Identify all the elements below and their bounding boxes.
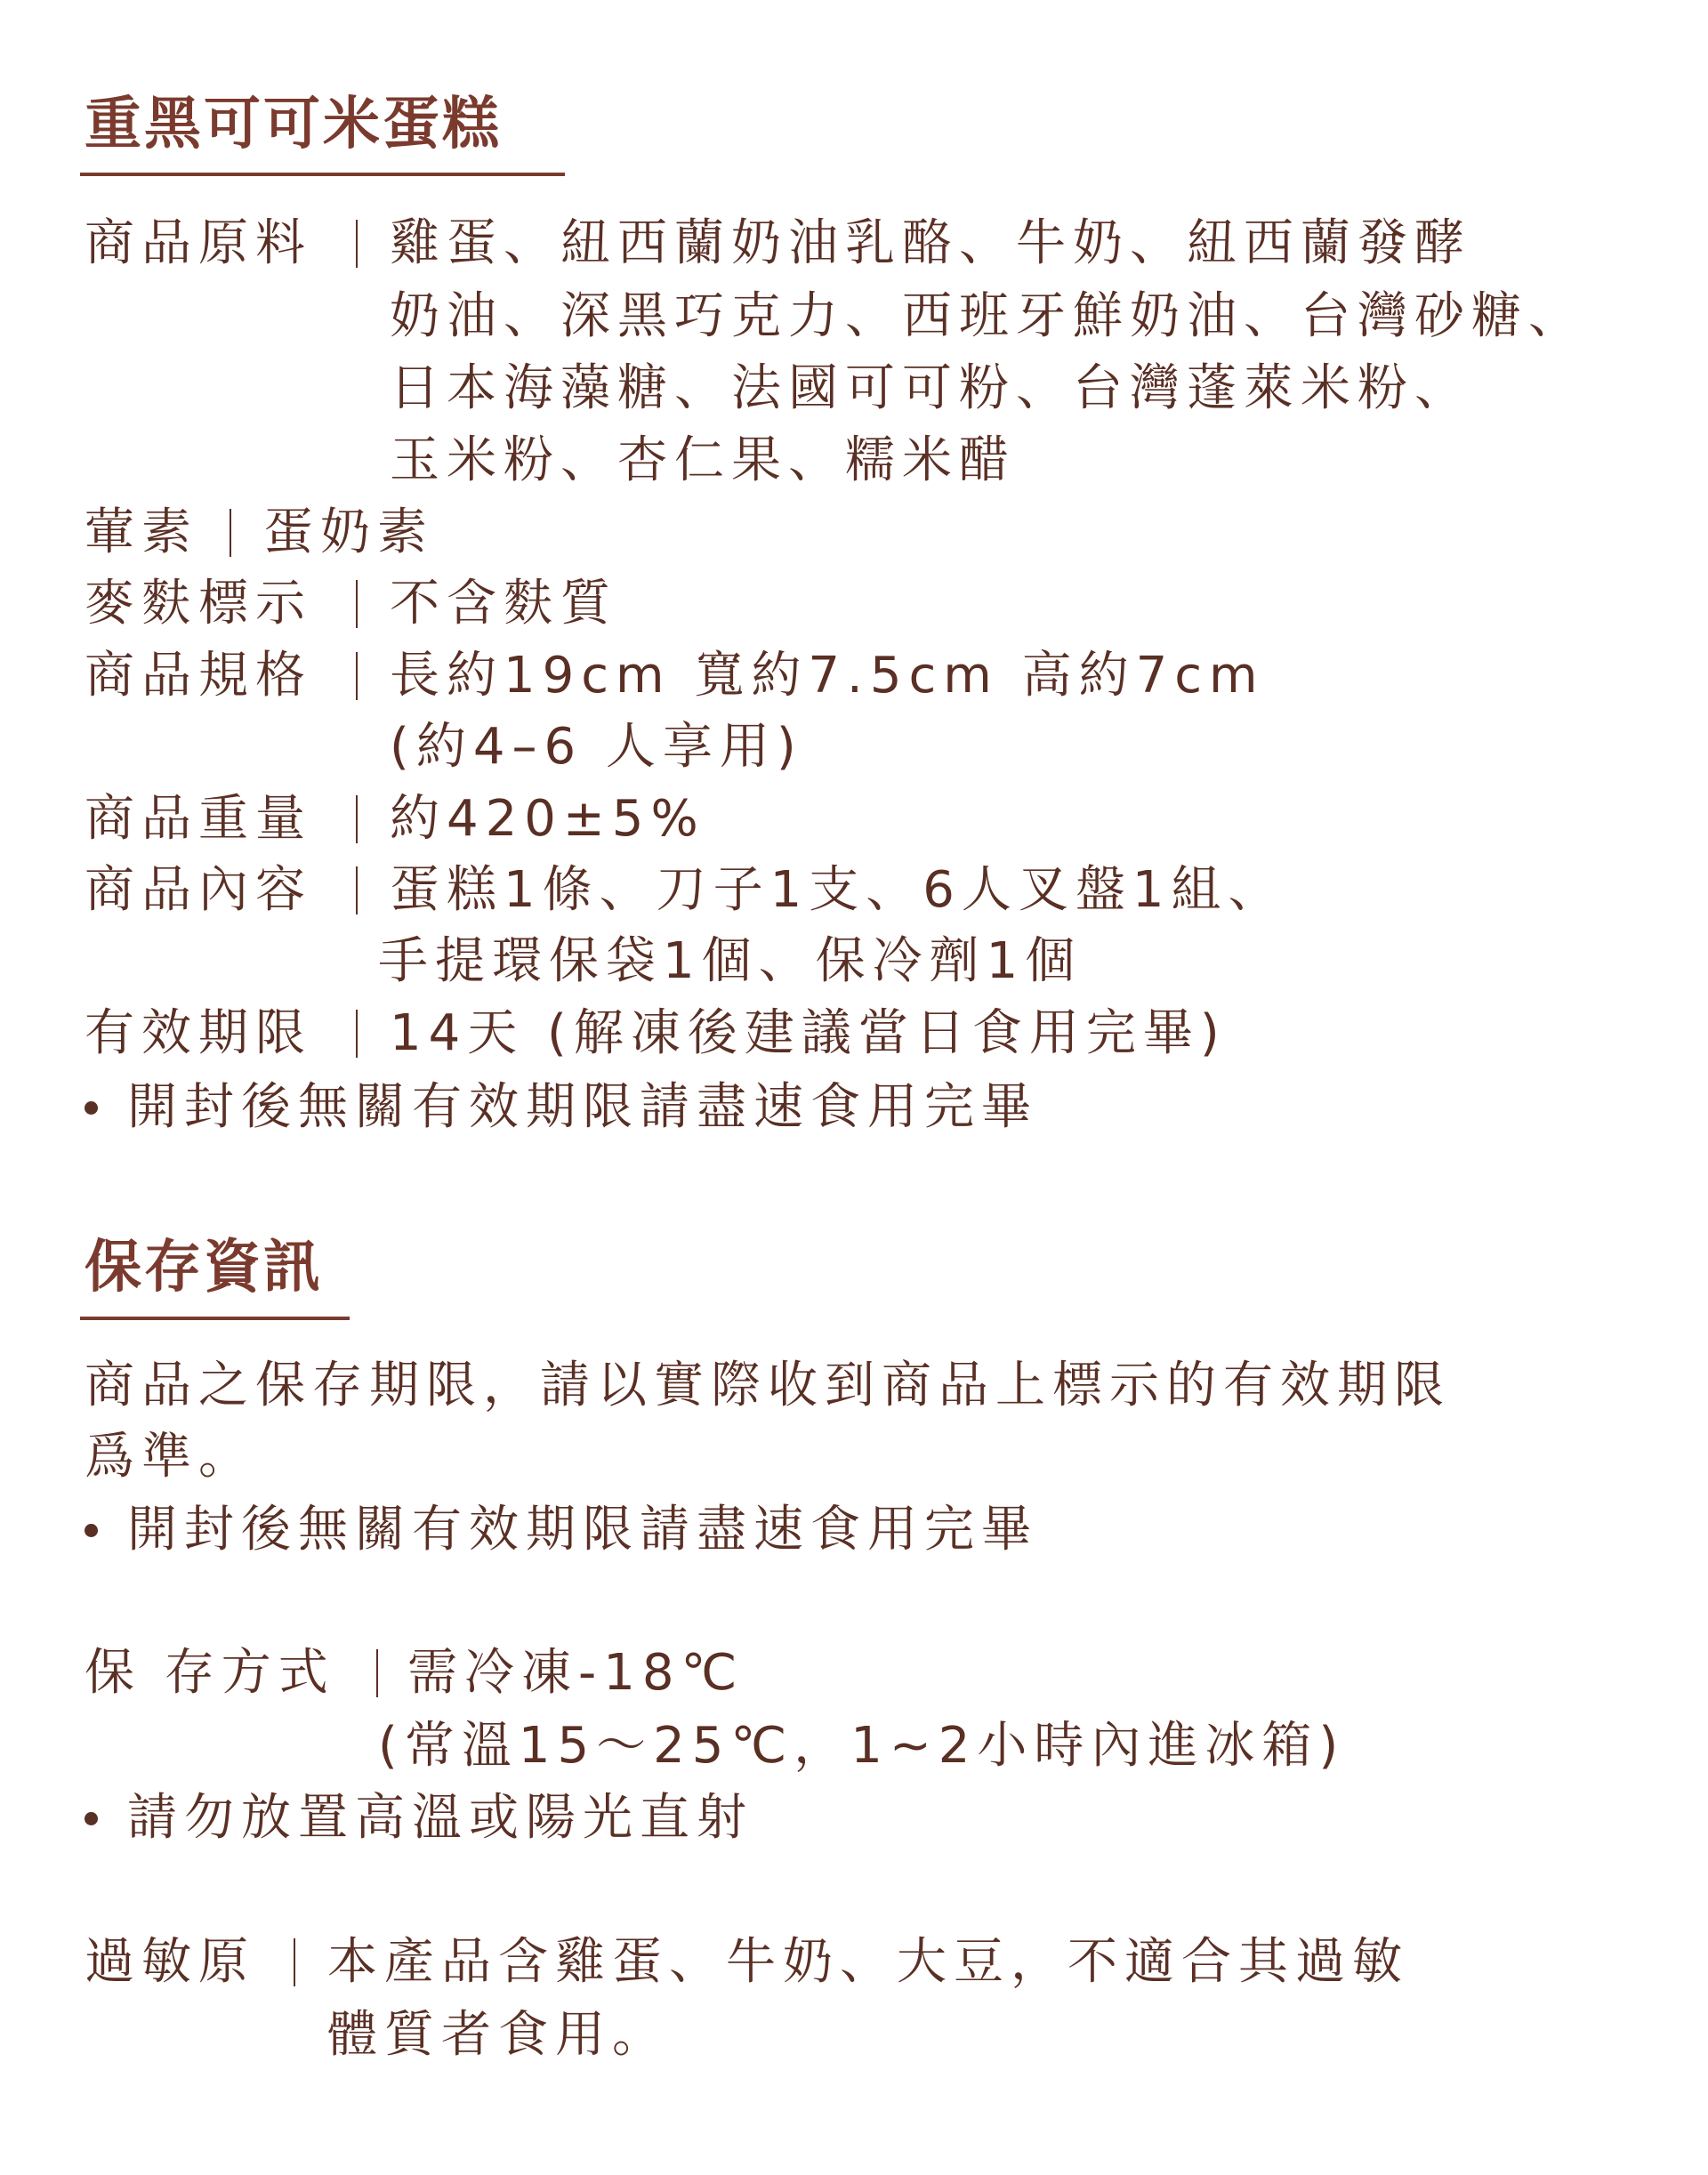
spec-line-1: 長約19cm 寬約7.5cm 高約7cm	[390, 647, 1265, 705]
spec-line-2: (約4–6 人享用)	[390, 718, 803, 776]
storage-note: 開封後無關有效期限請盡速食用完畢	[127, 1501, 1038, 1559]
ingredients-line-1: 雞蛋、紐西蘭奶油乳酪、牛奶、紐西蘭發酵	[390, 214, 1471, 272]
diet-separator	[230, 509, 231, 557]
product-note: 開封後無關有效期限請盡速食用完畢	[127, 1078, 1038, 1136]
storage-warning: 請勿放置高溫或陽光直射	[127, 1789, 753, 1847]
storage-note-bullet	[85, 1524, 98, 1537]
allergen-line-1: 本產品含雞蛋、牛奶、大豆，不適合其過敏	[327, 1933, 1409, 1991]
storage-warning-bullet	[85, 1812, 98, 1825]
expiry-separator	[356, 1010, 358, 1058]
expiry-label: 有效期限	[85, 1004, 312, 1062]
ingredients-separator	[356, 220, 358, 268]
contents-separator	[356, 866, 358, 914]
ingredients-label: 商品原料	[85, 214, 312, 272]
ingredients-line-3: 日本海藻糖、法國可可粉、台灣蓬萊米粉、	[390, 359, 1471, 417]
expiry-value: 14天 (解凍後建議當日食用完畢)	[390, 1004, 1227, 1062]
gluten-separator	[356, 580, 358, 628]
storage-title: 保存資訊	[85, 1235, 323, 1301]
product-note-bullet	[85, 1101, 98, 1115]
contents-label: 商品內容	[85, 861, 312, 919]
allergen-separator	[294, 1938, 295, 1986]
storage-method-label: 保 存方式	[85, 1644, 335, 1702]
ingredients-line-4: 玉米粉、杏仁果、糯米醋	[390, 431, 1016, 489]
storage-method-line-1: 需冷凍-18℃	[407, 1644, 745, 1702]
weight-label: 商品重量	[85, 790, 312, 848]
storage-method-line-2: (常溫15～25℃，1~2小時內進冰箱)	[378, 1717, 1346, 1775]
diet-value: 蛋奶素	[263, 503, 434, 561]
weight-value: 約420±5%	[390, 790, 705, 848]
allergen-line-2: 體質者食用。	[327, 2006, 669, 2064]
weight-separator	[356, 795, 358, 843]
storage-method-separator	[376, 1649, 378, 1697]
contents-line-2: 手提環保袋1個、保冷劑1個	[378, 932, 1083, 990]
product-title-underline	[80, 173, 565, 176]
product-title: 重黑可可米蛋糕	[85, 92, 502, 157]
spec-separator	[356, 652, 358, 700]
spec-label: 商品規格	[85, 647, 312, 705]
contents-line-1: 蛋糕1條、刀子1支、6人叉盤1組、	[390, 861, 1285, 919]
allergen-label: 過敏原	[85, 1933, 255, 1991]
storage-desc-line-2: 爲準。	[85, 1428, 255, 1486]
storage-title-underline	[80, 1317, 350, 1320]
gluten-value: 不含麩質	[390, 575, 617, 632]
storage-desc-line-1: 商品之保存期限，請以實際收到商品上標示的有效期限	[85, 1357, 1451, 1414]
ingredients-line-2: 奶油、深黑巧克力、西班牙鮮奶油、台灣砂糖、	[390, 287, 1585, 345]
diet-label: 葷素	[85, 503, 198, 561]
gluten-label: 麥麩標示	[85, 575, 312, 632]
